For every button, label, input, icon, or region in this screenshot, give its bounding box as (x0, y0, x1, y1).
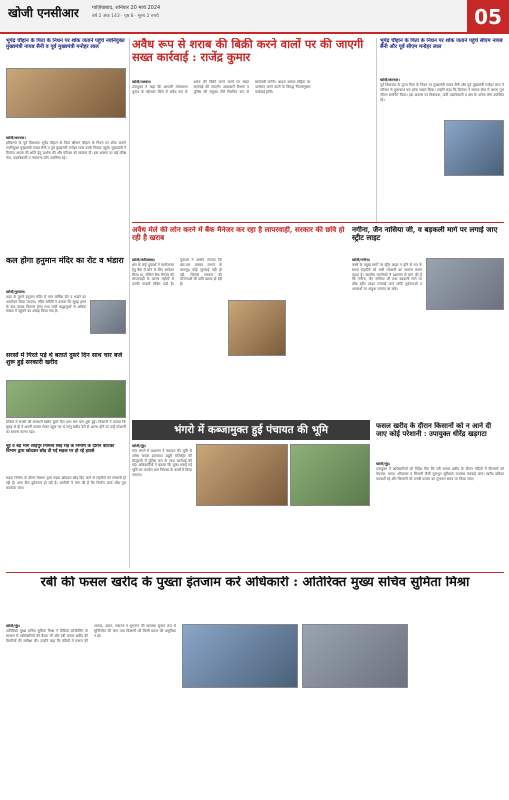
harvest-text: उपायुक्त ने अधिकारियों को निर्देश दिए कि रबी फसल खरीद के दौरान मंडियों में किसानों को पेयजल, छाया, शौचालय व बिजली जैसी मूलभूत सुविधाएं उपलब्ध करवाई जाएं। खरीद प्रक्रिया पारदर्शी रहे और किसानों को उनकी फसल का भुगतान समय पर किया जाए। (376, 466, 504, 481)
streetlight-photo (426, 258, 504, 310)
left-top-body (6, 136, 126, 254)
streetlight-body-continued (426, 314, 504, 418)
rabi-photo-2 (302, 624, 408, 688)
streetlight-article-header (352, 226, 504, 256)
masthead-date: गाज़ियाबाद, शनिवार 20 मार्च 2024 (92, 5, 161, 11)
hanuman-text: शहर के पुराने हनुमान मंदिर में कल वार्षिक रोट व भंडारे का आयोजन किया जाएगा। मंदिर समिति ने बताया कि सुबह हवन के बाद प्रसाद वितरण होगा तथा सभी श्रद्धालुओं से अधिक संख्या में पहुंचने का आग्रह किया गया है। (6, 294, 86, 314)
hanuman-byline: खोजी/गुरुग्राम। (6, 290, 26, 294)
rabi-text: अतिरिक्त मुख्य सचिव सुमिता मिश्रा ने वीडियो कॉन्फ्रेंसिंग के माध्यम से अधिकारियों की बैठक ली और रबी फसल खरीद की तैयारियों की समीक्षा की। उन्होंने कहा कि मंडियों में फसल की आवक, उठान, भंडारण व भुगतान की व्यवस्था सुचारु रूप से सुनिश्चित की जाए तथा किसानों को किसी प्रकार की असुविधा न हो। (6, 624, 176, 643)
road-headline: नूह व बड़े भाग शाहपुर निमित्य सिंह रोड़ के निर्माण के दौरान वाटिका विभाग द्वारा खोदकर छोड़ दी गई सड़क पर हो रहे हादसे (6, 444, 115, 455)
page-number: 05 (467, 0, 509, 34)
rabi-body-left (6, 624, 176, 796)
lead-text: उपायुक्त ने कहा कि आगामी लोकसभा चुनाव के मद्देनजर जिले में अवैध रूप से शराब की बिक्री करने वालों पर सख्त कार्रवाई की जाएगी। आबकारी विभाग व पुलिस की संयुक्त टीमें नियमित रूप से छापेमारी करेंगी। आदर्श आचार संहिता का उल्लंघन करने वालों के विरुद्ध नियमानुसार कार्रवाई होगी। (132, 80, 311, 94)
right-top-body-continued (380, 176, 504, 226)
rabi-headline: रबी की फसल खरीद के पुख्ता इंतजाम करें अधिकारी : अतिरिक्त मुख्य सचिव सुमिता मिश्रा (40, 576, 470, 590)
rabi-body-middle (182, 692, 408, 796)
lead-headline: अवैध रूप से शराब की बिक्री करने वालों पर की जाएगी सख्त कार्रवाई : राजेंद्र कुमार (132, 38, 364, 65)
column-rule-right (376, 38, 377, 222)
bhangro-photo-1 (196, 444, 288, 506)
lead-byline: खोजी/पलवल। (132, 80, 152, 84)
hanuman-body (6, 290, 86, 350)
road-text: सड़क निर्माण के दौरान विभाग द्वारा सड़क खोदकर छोड़ दिए जाने से राहगीरों को परेशानी हो रही है। आए दिन दुर्घटनाएं हो रही हैं। ग्रामीणों ने मांग की है कि निर्माण कार्य शीघ्र पूरा करवाया जाए। (6, 476, 126, 490)
bhangro-headline: भंगरो में कब्जामुक्त हुई पंचायत की भूमि (132, 420, 370, 440)
bhangro-text: गांव भंगरो में प्रशासन ने पंचायत की भूमि से अवैध कब्जा हटवाया। ड्यूटी मजिस्ट्रेट की मौजूदगी में पुलिस बल के साथ कार्रवाई की गई। अधिकारियों ने बताया कि मुक्त कराई गई भूमि का उपयोग ग्राम विकास के कार्यों में किया जाएगा। (132, 448, 192, 478)
lead-article-header (132, 38, 372, 78)
bhangro-byline: खोजी/नूंह। (132, 444, 147, 448)
road-article-header (6, 444, 126, 474)
mustard-photo (6, 380, 126, 418)
rabi-photo-1 (182, 624, 298, 688)
streetlight-body (352, 258, 422, 418)
streetlight-byline: खोजी/नगीना। (352, 258, 371, 262)
harvest-body (376, 462, 504, 568)
bank-body-right (290, 258, 348, 418)
streetlight-headline: नगीना, जैन नासिया जी, व बड़कली मार्ग पर लगाई जाए स्ट्रीट लाइट (352, 226, 498, 243)
bhangro-photo-2 (290, 444, 370, 506)
bank-article-header (132, 226, 348, 256)
hanuman-article-header (6, 256, 126, 286)
masthead-issue: वर्ष 2 अंक 143 · पृष्ठ 8 · मूल्य 2 रुपये (92, 14, 159, 19)
left-top-text: हरियाणा के पूर्व विधायक भूपेंद्र चौहान के पिता श्रीमान चौहान के निधन पर शोक जताने नवनियुक्त मुख्यमंत्री नायब सैनी व पूर्व मुख्यमंत्री मनोहर लाल उनके निवास पहुंचे। मुख्यमंत्री ने दिवंगत आत्मा की शांति हेतु प्रार्थना की और परिवार को सांत्वना दी। इस अवसर पर कई वरिष्ठ नेता, पदाधिकारी व गणमान्य लोग उपस्थित रहे। (6, 141, 126, 160)
harvest-headline: फसल खरीद के दौरान किसानों को न आने दी जाए कोई परेशानी : उपायुक्त धीरेंद्र खड़गटा (376, 422, 492, 439)
right-top-text: पूर्व विधायक के पूज्य पिता के निधन पर मुख्यमंत्री नायब सैनी और पूर्व मुख्यमंत्री मनोहर लाल ने परिवार से मुलाकात कर शोक व्यक्त किया। उन्होंने कहा कि दिवंगत ने समाज सेवा में अपना पूरा जीवन समर्पित किया। इस अवसर पर विधायक, पार्टी पदाधिकारी व क्षेत्र के अनेक लोग उपस्थित रहे। (380, 83, 504, 102)
left-top-photo (6, 68, 126, 118)
rabi-body-right (412, 624, 504, 796)
right-top-headline: भूपेंद्र चौहान के पिता के निधन पर शोक जताने पहुंचे सीएम नायब सैनी और पूर्व सीएम मनोहर लाल (380, 38, 503, 51)
bank-headline: अवैध मेले की लोन करने में बैंक मैनेजर कर रहा है लापरवाही, सरकार की छवि हो रही है खराब (132, 226, 345, 243)
bhangro-body-continued (196, 510, 370, 568)
hanuman-headline: कल होगा हनुमान मंदिर का रोट व भंडारा (6, 256, 124, 265)
column-rule-left (129, 38, 130, 568)
masthead (0, 0, 509, 34)
left-top-headline: भूपेंद्र चौहान के पिता के निधन पर शोक जताने पहुंचे नवनियुक्त मुख्यमंत्री नायब सैनी व पूर्व मुख्यमंत्री मनोहर लाल (6, 38, 125, 51)
left-top-byline: खोजी/करनाल। (6, 136, 26, 140)
mustard-headline: सरसों में गिरते पड़े थे बताते दुसरे दिन साथ चार बजे शुरू हुई सरकारी खरीद (6, 352, 123, 367)
right-top-photo (444, 120, 504, 176)
mustard-text: मंडियों में सरसों की सरकारी खरीद दूसरे दिन शाम चार बजे शुरू हुई। किसानों ने बताया कि सुबह से ही वे अपनी फसल लेकर पहुंच गए थे परंतु खरीद देरी से आरंभ होने पर उन्हें परेशानी का सामना करना पड़ा। (6, 420, 126, 434)
bottom-divider (6, 572, 504, 573)
lead-body (132, 80, 372, 220)
rabi-article-header (6, 576, 504, 620)
streetlight-text: कस्बे के प्रमुख मार्गों पर स्ट्रीट लाइट न होने से रात के समय राहगीरों को भारी परेशानी का सामना करना पड़ता है। स्थानीय नागरिकों ने प्रशासन से मांग की है कि नगीना, जैन नासिया जी तथा बड़कली मार्ग पर शीघ्र स्ट्रीट लाइट लगवाई जाएं ताकि दुर्घटनाओं व अपराधों पर अंकुश लगाया जा सके। (352, 262, 422, 292)
harvest-article-header (376, 422, 504, 458)
bank-body-left (132, 258, 222, 398)
bank-text: क्षेत्र के कई युवाओं ने स्वरोजगार हेतु बैंक में लोन के लिए आवेदन किया था, लेकिन बैंक मैनेजर की लापरवाही के कारण महीनों से उनकी फाइलें लंबित पड़ी हैं। युवाओं ने आरोप लगाया कि बार-बार चक्कर लगाने के बावजूद कोई सुनवाई नहीं हो रही, जिससे सरकार की योजनाओं की छवि खराब हो रही है। (132, 258, 222, 287)
mustard-article-header (6, 352, 126, 376)
bhangro-body (132, 444, 192, 568)
left-top-article (6, 38, 126, 134)
section-divider (132, 222, 504, 223)
rabi-byline: खोजी/नूंह। (6, 624, 21, 628)
bank-byline: खोजी/फरीदाबाद। (132, 258, 156, 262)
newspaper-logo: खोजी एनसीआर (8, 6, 79, 20)
right-top-byline: खोजी/करनाल। (380, 78, 400, 82)
harvest-byline: खोजी/नूंह। (376, 462, 391, 466)
bank-photo (228, 300, 286, 356)
hanuman-photo (90, 300, 126, 334)
